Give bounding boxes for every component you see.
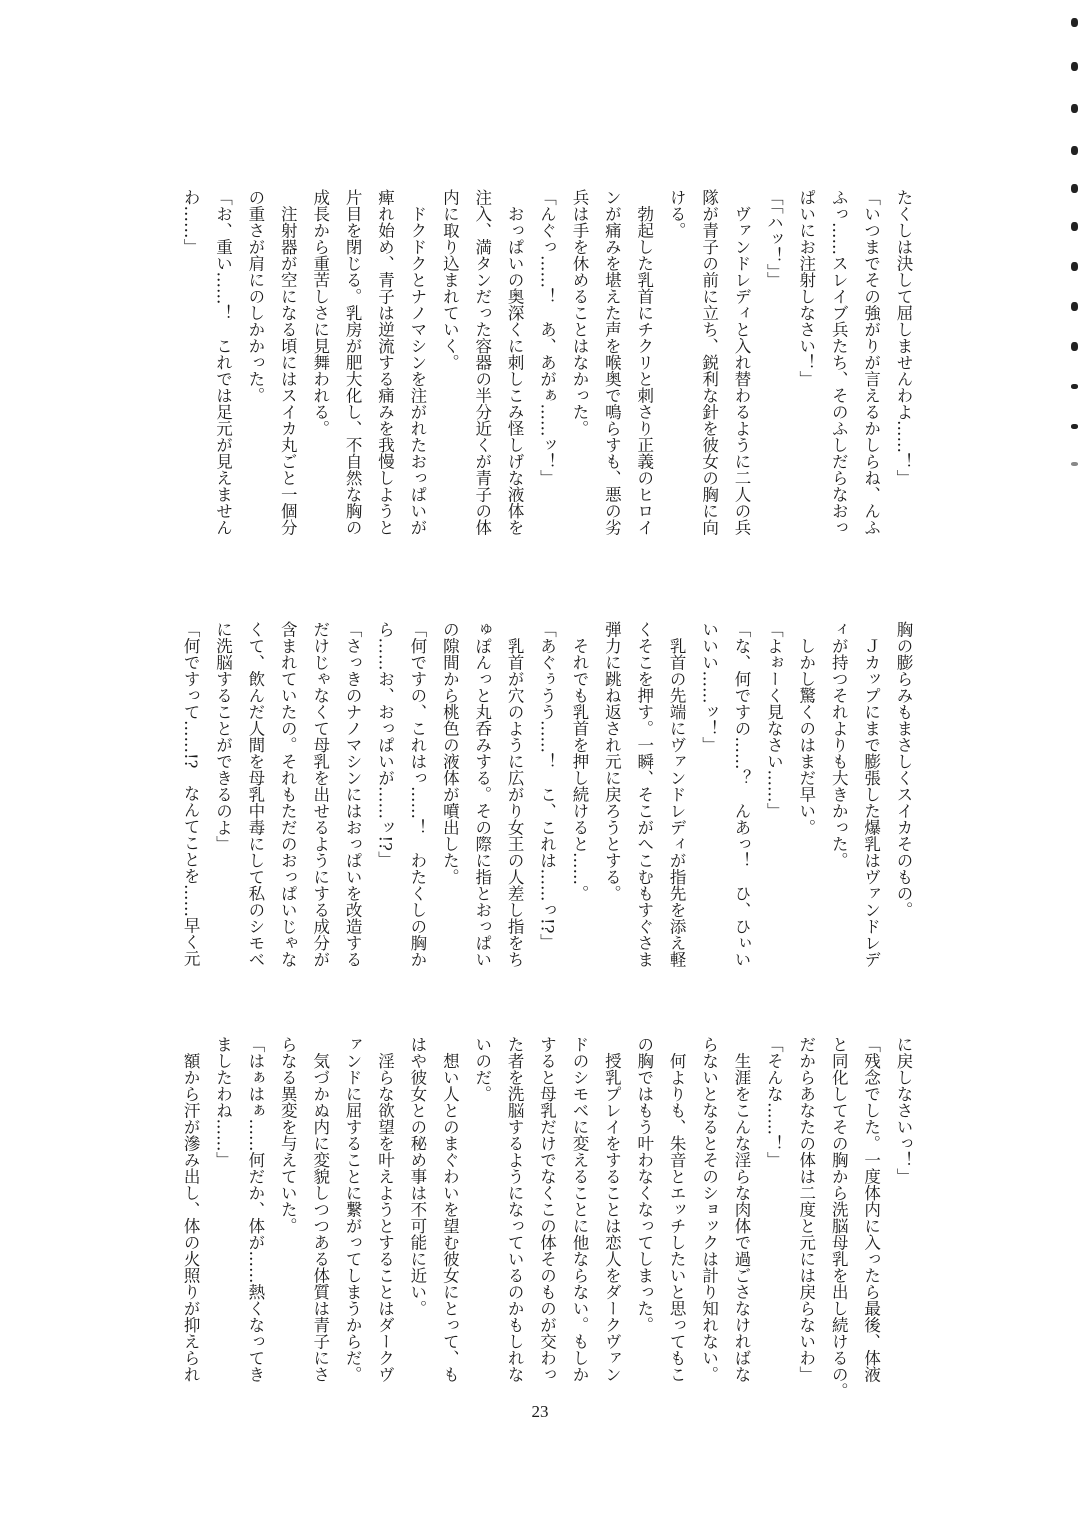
text-line: 内に取り込まれていく。 xyxy=(440,189,460,371)
text-line: いのだ。 xyxy=(472,1036,492,1102)
text-line: 「んぐっ……！ あ、あがぁ……ッ！」 xyxy=(537,189,557,486)
text-line: ァンドに屈することに繋がってしまうからだ。 xyxy=(343,1036,363,1383)
edge-mark xyxy=(1071,424,1078,429)
text-line: の重さが肩にのしかかった。 xyxy=(245,189,265,404)
text-line: 気づかぬ内に変貌しつつある体質は青子にさ xyxy=(310,1036,330,1383)
text-line: 「何ですの、これはっ……！ わたくしの胸か xyxy=(407,621,427,968)
text-line: ィが持つそれよりも大きかった。 xyxy=(829,621,849,869)
text-line: ましたわね……」 xyxy=(213,1036,233,1168)
text-line: わ……」 xyxy=(181,189,201,255)
text-line: 何よりも、朱音とエッチしたいと思ってもこ xyxy=(667,1036,687,1383)
edge-mark xyxy=(1071,222,1078,231)
text-line: ヴァンドレディと入れ替わるように二人の兵 xyxy=(731,189,751,536)
text-line: 注入、満タンだった容器の半分近くが青子の体 xyxy=(472,189,492,536)
text-line: ゅぽんっと丸呑みする。その際に指とおっぱい xyxy=(472,621,492,968)
edge-mark xyxy=(1071,184,1078,193)
text-line: 「はぁはぁ……何だか、体が……熱くなってき xyxy=(245,1036,265,1383)
text-line: 乳首の先端にヴァンドレディが指先を添え軽 xyxy=(667,621,687,968)
text-line: だけじゃなくて母乳を出せるようにする成分が xyxy=(310,621,330,968)
text-line: の胸ではもう叶わなくなってしまった。 xyxy=(634,1036,654,1333)
text-line: らなる異変を与えていた。 xyxy=(278,1036,298,1234)
text-line: ドクドクとナノマシンを注がれたおっぱいが xyxy=(407,189,427,536)
text-line: 注射器が空になる頃にはスイカ丸ごと一個分 xyxy=(278,189,298,536)
text-line: 授乳プレイをすることは恋人をダークヴァン xyxy=(602,1036,622,1383)
text-line: ける。 xyxy=(667,189,687,239)
text-line: ぱいにお注射しなさい！」 xyxy=(796,189,816,387)
edge-mark xyxy=(1071,342,1078,351)
edge-mark xyxy=(1071,146,1078,155)
edge-mark xyxy=(1071,302,1078,311)
text-line: に洗脳することができるのよ」 xyxy=(213,621,233,852)
text-line: 生涯をこんな淫らな肉体で過ごさなければな xyxy=(731,1036,751,1383)
text-line: 「お、重い……！ これでは足元が見えません xyxy=(213,189,233,536)
text-line: 「「ハッ！」」 xyxy=(764,189,784,288)
text-line: 「残念でした。一度体内に入ったら最後、体液 xyxy=(861,1036,881,1383)
text-line: 片目を閉じる。乳房が肥大化し、不自然な胸の xyxy=(343,189,363,536)
edge-mark xyxy=(1071,262,1078,271)
page-number: 23 xyxy=(531,1402,549,1421)
text-line: すると母乳だけでなくこの体そのものが交わっ xyxy=(537,1036,557,1383)
edge-mark xyxy=(1071,384,1078,389)
text-line: 「な、何ですの……？ んあっ！ ひ、ひぃい xyxy=(731,621,751,968)
text-line: それでも乳首を押し続けると……。 xyxy=(569,621,589,902)
text-line: 隊が青子の前に立ち、鋭利な針を彼女の胸に向 xyxy=(699,189,719,536)
text-line: いいい……ッ！」 xyxy=(699,621,719,753)
text-line: ら……お、おっぱいが……ッ!?」 xyxy=(375,621,395,868)
text-line: おっぱいの奥深くに刺しこみ怪しげな液体を xyxy=(505,189,525,536)
text-line: だからあなたの体は二度と元には戻らないわ」 xyxy=(796,1036,816,1383)
text-line: くて、飲んだ人間を母乳中毒にして私のシモベ xyxy=(245,621,265,968)
text-line: 勃起した乳首にチクリと刺さり正義のヒロイ xyxy=(634,189,654,536)
text-line: はや彼女との秘め事は不可能に近い。 xyxy=(407,1036,427,1317)
text-line: 「あぐぅうう……！ こ、これは……っ!?」 xyxy=(537,621,557,950)
text-line: 成長から重苦しさに見舞われる。 xyxy=(310,189,330,437)
text-line: 「いつまでその強がりが言えるかしらね、んふ xyxy=(861,189,881,536)
edge-mark xyxy=(1071,462,1078,466)
text-line: 胸の膨らみもまさしくスイカそのもの。 xyxy=(894,621,913,918)
text-line: ふっ……スレイブ兵たち、そのふしだらなおっ xyxy=(829,189,849,536)
text-line: しかし驚くのはまだ早い。 xyxy=(796,621,816,836)
text-line: Ｊカップにまで膨張した爆乳はヴァンドレデ xyxy=(861,621,881,968)
text-line: の隙間から桃色の液体が噴出した。 xyxy=(440,621,460,885)
text-line: 痺れ始め、青子は逆流する痛みを我慢しようと xyxy=(375,189,395,536)
text-line: 「よぉーく見なさい……」 xyxy=(764,621,784,819)
edge-mark xyxy=(1071,104,1078,113)
text-block-middle xyxy=(173,621,919,973)
text-line: 「何ですって……!? なんてことを……早く元 xyxy=(181,621,201,967)
text-block-top xyxy=(173,189,919,541)
text-line: 額から汗が滲み出し、体の火照りが抑えられ xyxy=(181,1036,201,1383)
text-line: ドのシモベに変えることに他ならない。もしか xyxy=(569,1036,589,1383)
text-line: と同化してその胸から洗脳母乳を出し続けるの。 xyxy=(829,1036,849,1399)
text-line: たくしは決して屈しませんわよ……！」 xyxy=(894,189,913,486)
text-line: 弾力に跳ね返され元に戻ろうとする。 xyxy=(602,621,622,902)
text-line: くそこを押す。一瞬、そこがへこむもすぐさま xyxy=(634,621,654,968)
text-line: ンが痛みを堪えた声を喉奥で鳴らすも、悪の劣 xyxy=(602,189,622,536)
text-line: 淫らな欲望を叶えようとすることはダークヴ xyxy=(375,1036,395,1383)
text-block-bottom xyxy=(173,1036,919,1399)
edge-mark xyxy=(1071,18,1078,27)
text-line: 含まれていたの。それもただのおっぱいじゃな xyxy=(278,621,298,968)
text-line: 「そんな……！」 xyxy=(764,1036,784,1168)
text-line: 想い人とのまぐわいを望む彼女にとって、も xyxy=(440,1036,460,1383)
edge-mark xyxy=(1071,62,1078,71)
text-line: た者を洗脳するようになっているのかもしれな xyxy=(505,1036,525,1383)
text-line: らないとなるとそのショックは計り知れない。 xyxy=(699,1036,719,1383)
text-line: 乳首が穴のように広がり女王の人差し指をち xyxy=(505,621,525,968)
text-line: 兵は手を休めることはなかった。 xyxy=(569,189,589,437)
text-line: に戻しなさいっ！」 xyxy=(894,1036,913,1185)
text-line: 「さっきのナノマシンにはおっぱいを改造する xyxy=(343,621,363,968)
